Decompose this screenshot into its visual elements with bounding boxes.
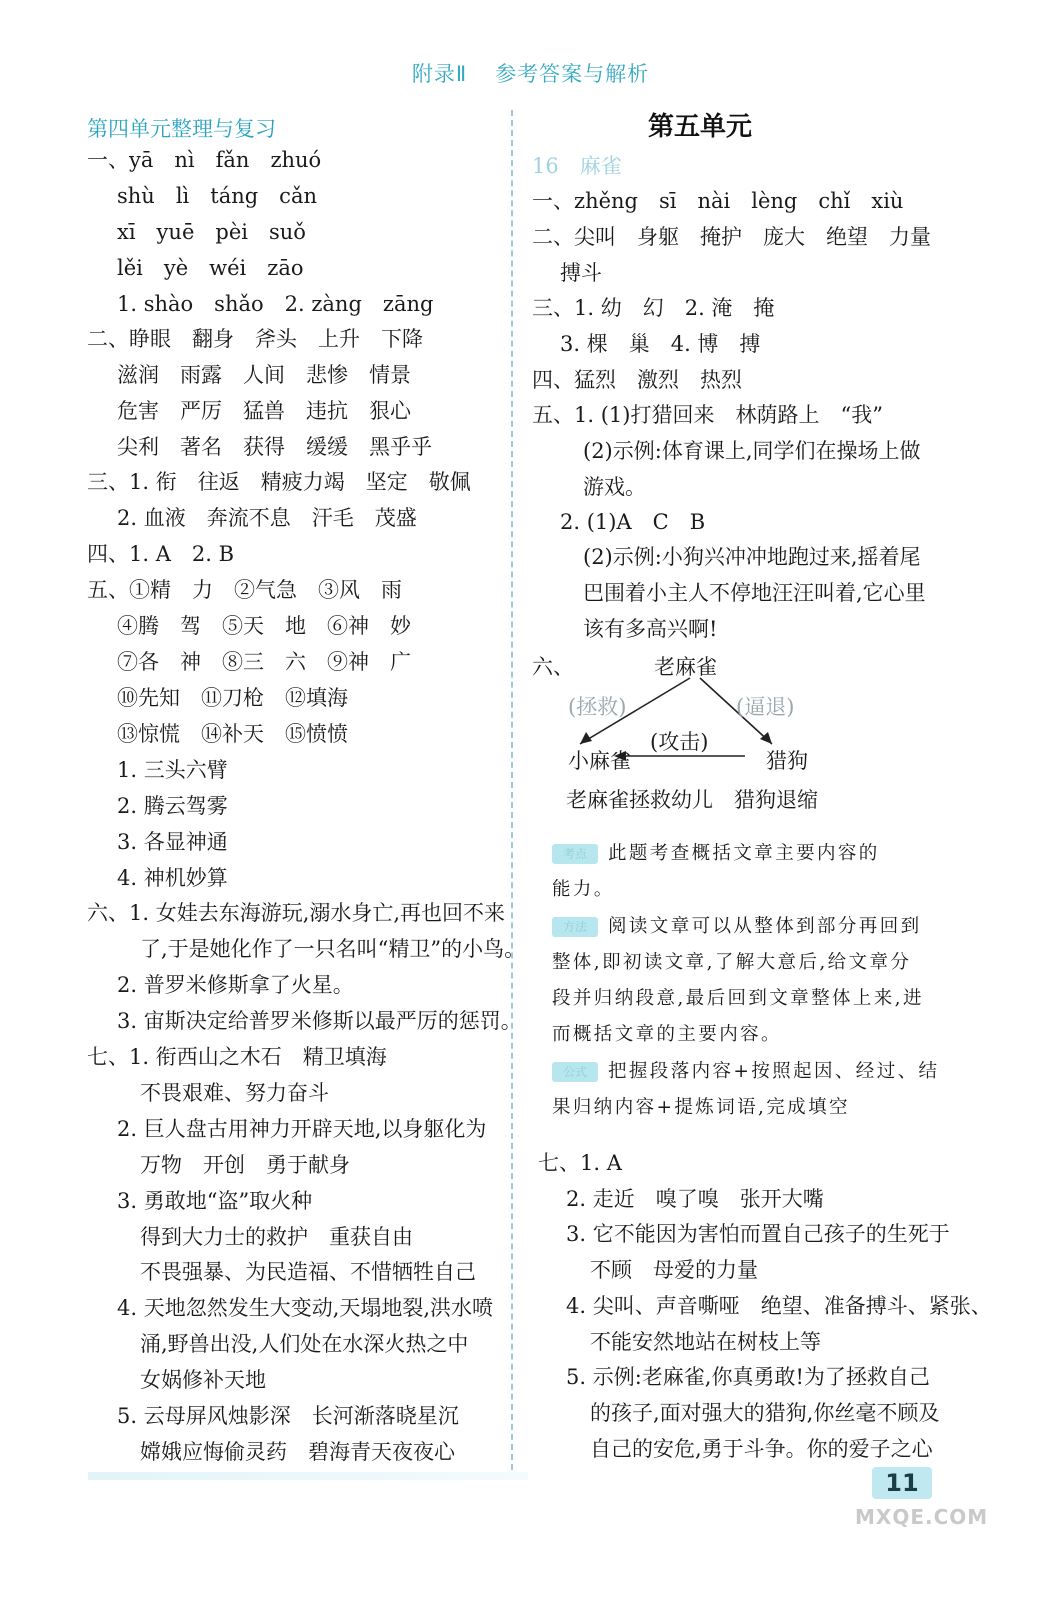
answer-line: 5. 示例:老麻雀,你真勇敢!为了拯救自己 xyxy=(566,1365,930,1389)
answer-line: 2. 腾云驾雾 xyxy=(117,794,228,818)
answer-line: ⑬惊慌 ⑭补天 ⑮愤愤 xyxy=(117,722,348,746)
answer-line: 游戏。 xyxy=(583,475,646,499)
column-divider xyxy=(511,110,513,1470)
diagram-summary: 老麻雀拯救幼儿 猎狗退缩 xyxy=(566,788,818,812)
note-line: 整体,即初读文章,了解大意后,给文章分 xyxy=(552,952,912,973)
note-line xyxy=(552,909,922,945)
answer-line: 六、1. 女娃去东海游玩,溺水身亡,再也回不来 xyxy=(87,901,506,925)
answer-line: 搏斗 xyxy=(560,261,602,285)
running-header xyxy=(0,58,1061,88)
answer-line: 1. shào shǎo 2. zàng zāng xyxy=(117,292,434,316)
appendix-label: 附录Ⅱ xyxy=(411,62,468,86)
edge-label-repel: (逼退) xyxy=(736,695,795,719)
answer-line: 不畏强暴、为民造福、不惜牺牲自己 xyxy=(140,1260,476,1284)
answer-line: ④腾 驾 ⑤天 地 ⑥神 妙 xyxy=(117,614,411,638)
answer-line: 3. 棵 巢 4. 博 搏 xyxy=(560,332,761,356)
answer-line: 危害 严厉 猛兽 违抗 狠心 xyxy=(117,399,411,423)
answer-line: 2. 血液 奔流不息 汗毛 茂盛 xyxy=(117,506,417,530)
answer-line: 2. 走近 嗅了嗅 张开大嘴 xyxy=(566,1187,824,1211)
note-line: 段并归纳段意,最后回到文章整体上来,进 xyxy=(552,988,924,1009)
answer-line: xī yuē pèi suǒ xyxy=(117,220,306,244)
note-line: 而概括文章的主要内容。 xyxy=(552,1024,782,1045)
answer-line: 七、1. 衔西山之木石 精卫填海 xyxy=(87,1045,387,1069)
node-young-sparrow: 小麻雀 xyxy=(568,749,631,773)
answer-line: 女娲修补天地 xyxy=(140,1368,266,1392)
watermark: MXQE.COM xyxy=(855,1505,989,1529)
answer-line: 5. 云母屏风烛影深 长河渐落晓星沉 xyxy=(117,1404,459,1428)
answer-line: (2)示例:体育课上,同学们在操场上做 xyxy=(583,439,921,463)
note-line: 能力。 xyxy=(552,879,615,900)
answer-line: 不能安然地站在树枝上等 xyxy=(590,1330,821,1354)
answer-line: shù lì táng cǎn xyxy=(117,184,317,208)
answer-line: 了,于是她化作了一只名叫“精卫”的小鸟。 xyxy=(140,937,526,961)
note-tag-formula: 公式 xyxy=(552,1062,598,1082)
answer-line: 一、zhěng sī nài lèng chǐ xiù xyxy=(532,189,904,213)
answer-line: 该有多高兴啊! xyxy=(583,617,718,641)
note-text: 此题考查概括文章主要内容的 xyxy=(608,843,880,864)
page-number: 11 xyxy=(872,1467,932,1499)
answer-line: 五、1. (1)打猎回来 林荫路上 “我” xyxy=(532,403,883,427)
answer-line: 4. 尖叫、声音嘶哑 绝望、准备搏斗、紧张、 xyxy=(566,1294,992,1318)
note-text: 把握段落内容+按照起因、经过、结 xyxy=(608,1061,940,1082)
answer-line: 3. 宙斯决定给普罗米修斯以最严厉的惩罚。 xyxy=(117,1009,522,1033)
answer-line: 涌,野兽出没,人们处在水深火热之中 xyxy=(140,1332,469,1356)
answer-line: 自己的安危,勇于斗争。你的爱子之心 xyxy=(590,1437,933,1461)
note-tag-kaodian: 考点 xyxy=(552,844,598,864)
answer-line: 嫦娥应悔偷灵药 碧海青天夜夜心 xyxy=(140,1440,455,1464)
answer-line: (2)示例:小狗兴冲冲地跑过来,摇着尾 xyxy=(583,545,921,569)
answer-line: 四、1. A 2. B xyxy=(87,542,235,566)
unit-title: 第五单元 xyxy=(648,112,753,142)
edge-label-attack: (攻击) xyxy=(650,730,709,754)
answer-line: 得到大力士的救护 重获自由 xyxy=(140,1225,413,1249)
answer-line: 2. 巨人盘古用神力开辟天地,以身躯化为 xyxy=(117,1117,487,1141)
note-line xyxy=(552,1054,939,1090)
answer-line: 四、猛烈 激烈 热烈 xyxy=(532,368,742,392)
answer-line: 1. 三头六臂 xyxy=(117,758,228,782)
answer-line: 不畏艰难、努力奋斗 xyxy=(140,1081,329,1105)
answer-line: 二、睁眼 翻身 斧头 上升 下降 xyxy=(87,327,423,351)
footer-bar xyxy=(88,1472,528,1480)
answer-line: lěi yè wéi zāo xyxy=(117,256,304,280)
answer-line: 3. 各显神通 xyxy=(117,830,228,854)
answer-line: 三、1. 幼 幻 2. 淹 掩 xyxy=(532,296,775,320)
note-line xyxy=(552,836,880,872)
note-text: 阅读文章可以从整体到部分再回到 xyxy=(608,916,922,937)
answer-line: 七、1. A xyxy=(538,1151,622,1175)
left-section-title: 第四单元整理与复习 xyxy=(87,117,276,141)
answer-line: 不顾 母爱的力量 xyxy=(590,1258,758,1282)
node-hunting-dog: 猎狗 xyxy=(766,749,808,773)
answer-line: 万物 开创 勇于献身 xyxy=(140,1153,350,1177)
note-tag-method: 方法 xyxy=(552,917,598,937)
answer-line: 2. (1)A C B xyxy=(560,510,706,534)
answer-line: ⑦各 神 ⑧三 六 ⑨神 广 xyxy=(117,650,411,674)
answer-line: 4. 天地忽然发生大变动,天塌地裂,洪水喷 xyxy=(117,1296,494,1320)
note-line: 果归纳内容+提炼词语,完成填空 xyxy=(552,1097,850,1118)
answer-line: 4. 神机妙算 xyxy=(117,866,228,890)
answer-line: 尖利 著名 获得 缓缓 黑乎乎 xyxy=(117,435,432,459)
question-six-label: 六、 xyxy=(532,655,574,679)
answer-line: 巴围着小主人不停地汪汪叫着,它心里 xyxy=(583,581,926,605)
answer-line: 2. 普罗米修斯拿了火星。 xyxy=(117,973,354,997)
answer-line: 二、尖叫 身躯 掩护 庞大 绝望 力量 xyxy=(532,225,931,249)
answer-line: 3. 勇敢地“盗”取火种 xyxy=(117,1189,313,1213)
node-old-sparrow: 老麻雀 xyxy=(654,655,717,679)
header-title: 参考答案与解析 xyxy=(495,62,650,86)
answer-line: 五、①精 力 ②气急 ③风 雨 xyxy=(87,578,402,602)
edge-label-rescue: (拯救) xyxy=(568,695,627,719)
answer-line: 三、1. 衔 往返 精疲力竭 坚定 敬佩 xyxy=(87,470,471,494)
answer-line: 3. 它不能因为害怕而置自己孩子的生死于 xyxy=(566,1222,950,1246)
answer-line: 一、yā nì fǎn zhuó xyxy=(87,148,322,172)
answer-line: ⑩先知 ⑪刀枪 ⑫填海 xyxy=(117,686,348,710)
answer-line: 的孩子,面对强大的猎狗,你丝毫不顾及 xyxy=(590,1401,940,1425)
lesson-title: 16 麻雀 xyxy=(532,154,622,178)
answer-line: 滋润 雨露 人间 悲惨 情景 xyxy=(117,363,411,387)
